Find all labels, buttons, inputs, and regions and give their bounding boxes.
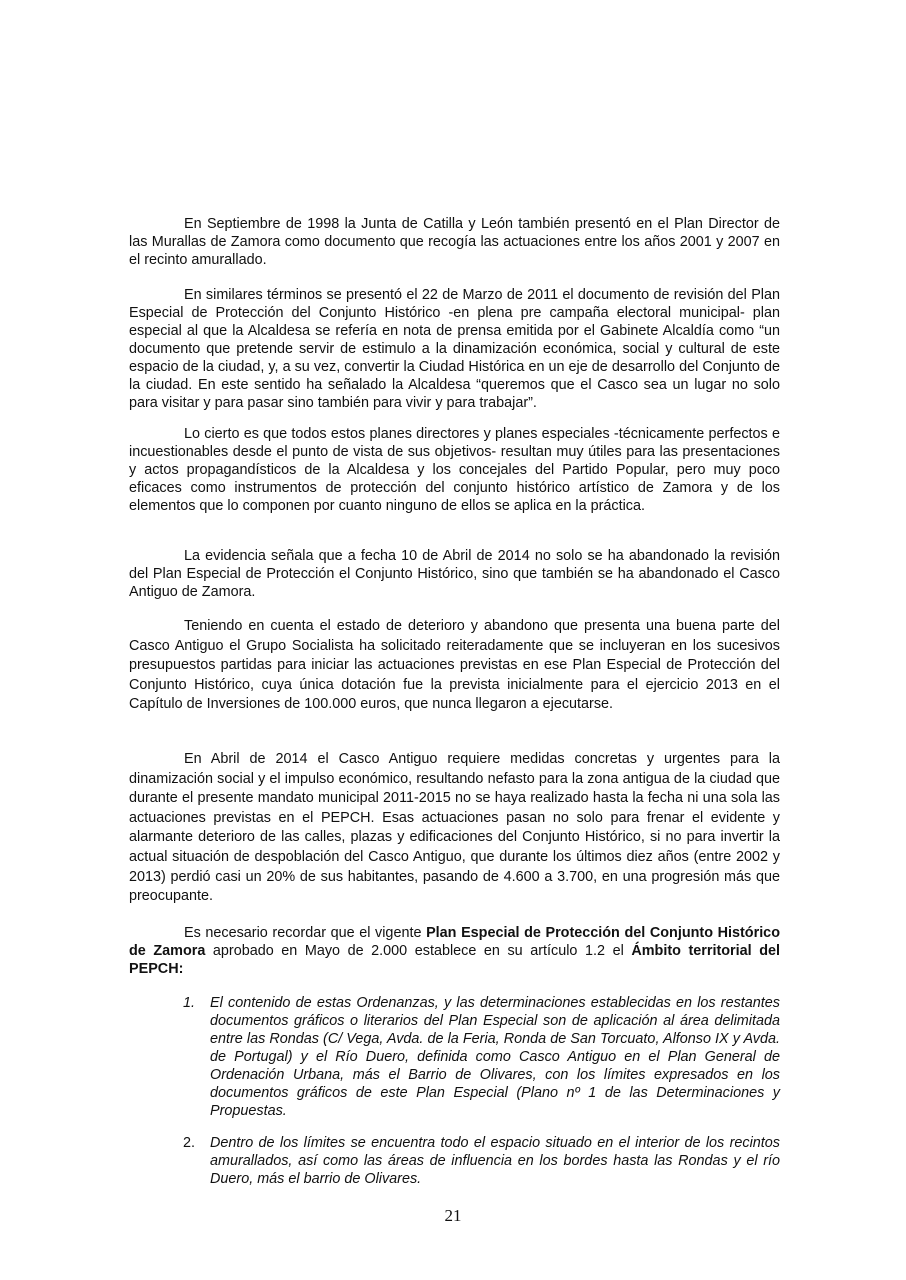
ambito-title-bold: Ámbito territorial del PEPCH:: [129, 943, 780, 977]
paragraph-abril-2014: En Abril de 2014 el Casco Antiguo requiere medidas concretas y urgentes para la dinamización social y el impulso económico, resultando nefasto para la zona antigua de la ciudad que durante el presente mandato municipal 2011-2015 no se haya realizado hasta la fecha ni una sola las actuaciones previstas en el PEPCH. Esas actuaciones pasan no solo para frenar el evidente y alarmante deterioro de las calles, plazas y edificaciones del Conjunto Histórico, si no para invertir la actual situación de despoblación del Casco Antiguo, que durante los últimos diez años (entre 2002 y 2013) perdió casi un 20% de sus habitantes, pasando de 4.600 a 3.700, en una progresión más que preocupante.: [129, 751, 780, 905]
paragraph-plan-director: En Septiembre de 1998 la Junta de Catilla y León también presentó en el Plan Director de las Murallas de Zamora como documento que recogía las actuaciones entre los años 2001 y 2007 en el recinto amurallado.: [129, 216, 780, 268]
list-text: Dentro de los límites se encuentra todo el espacio situado en el interior de los recintos amurallados, así como las áreas de influencia en los bordes hasta las Rondas y el río Duero, más el barrio de Olivares.: [210, 1135, 780, 1187]
ambito-text-1: Es necesario recordar que el vigente: [184, 925, 427, 941]
list-item: [183, 994, 780, 1120]
paragraph-deterioro: Teniendo en cuenta el estado de deterioro y abandono que presenta una buena parte del Casco Antiguo el Grupo Socialista ha solicitado reiteradamente que se incluyeran en los sucesivos presupuestos partidas para iniciar las actuaciones previstas en ese Plan Especial de Protección del Conjunto Histórico, cuya única dotación fue la prevista inicialmente para el ejercicio 2013 en el Capítulo de Inversiones de 100.000 euros, que nunca llegaron a ejecutarse.: [129, 618, 780, 713]
page-number: 21: [444, 1206, 462, 1225]
ambito-text-2: aprobado en Mayo de 2.000 establece en su artículo 1.2 el: [205, 943, 632, 959]
paragraph-evidencia: La evidencia señala que a fecha 10 de Abril de 2014 no solo se ha abandonado la revisión del Plan Especial de Protección el Conjunto Histórico, sino que también se ha abandonado el Casco Antiguo de Zamora.: [129, 548, 780, 600]
plan-name-bold: Plan Especial de Protección del Conjunto Histórico de Zamora: [129, 925, 780, 959]
list-number: 1.: [183, 995, 196, 1011]
list-text: El contenido de estas Ordenanzas, y las determinaciones establecidas en los restantes documentos gráficos o literarios del Plan Especial son de aplicación al área delimitada entre las Rondas (C/ Vega, Avda. de la Feria, Ronda de San Torcuato, Alfonso IX y Avda. de Portugal) y el Río Duero, definida como Casco Antiguo en el Plan General de Ordenación Urbana, más el Barrio de Olivares, con los límites expresados en los documentos gráficos de este Plan Especial (Plano nº 1 de las Determinaciones y Propuestas.: [210, 995, 780, 1119]
paragraph-planes-directores: Lo cierto es que todos estos planes directores y planes especiales -técnicamente perfectos e incuestionables desde el punto de vista de sus objetivos- resultan muy útiles para las presentaciones y actos propagandísticos de la Alcaldesa y los concejales del Partido Popular, pero muy poco eficaces como instrumentos de protección del conjunto histórico artístico de Zamora y de los elementos que lo componen por cuanto ninguno de ellos se aplica en la práctica.: [129, 426, 780, 514]
paragraph-ambito: [129, 924, 780, 978]
list-item: [183, 1134, 780, 1188]
list-number: 2.: [183, 1135, 196, 1151]
paragraph-revision-plan: En similares términos se presentó el 22 de Marzo de 2011 el documento de revisión del Plan Especial de Protección del Conjunto Histórico -en plena pre campaña electoral municipal- plan especial al que la Alcaldesa se refería en nota de prensa emitida por el Gabinete Alcaldía como “un documento que pretende servir de estimulo a la dinamización económica, social y cultural de este espacio de la ciudad, y, a su vez, convertir la Ciudad Histórica en un eje de desarrollo del Conjunto de la ciudad. En este sentido ha señalado la Alcaldesa “queremos que el Casco sea un lugar no solo para visitar y para pasar sino también para vivir y para trabajar”.: [129, 287, 780, 411]
